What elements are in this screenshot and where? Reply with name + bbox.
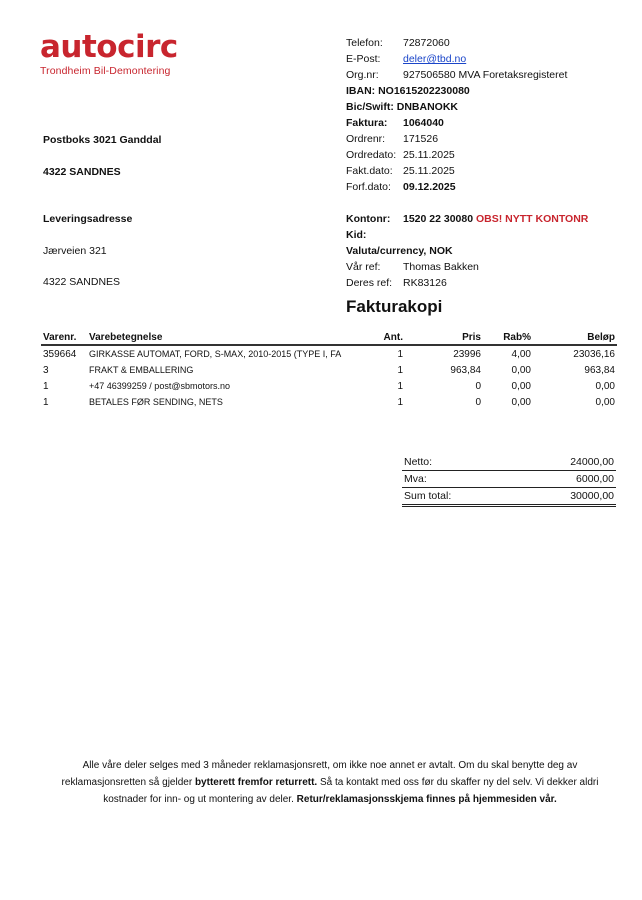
account-notice: OBS! NYTT KONTONR [476, 213, 589, 225]
cell-description: BETALES FØR SENDING, NETS [89, 397, 223, 407]
cell-quantity: 1 [397, 380, 403, 392]
cell-varenr: 1 [43, 396, 49, 408]
email-link[interactable]: deler@tbd.no [403, 53, 467, 65]
cell-quantity: 1 [397, 364, 403, 376]
net-row [402, 454, 616, 471]
table-header-row [41, 330, 617, 345]
email-row: E-Post: deler@tbd.no [346, 53, 467, 65]
cell-price: 963,84 [450, 364, 481, 376]
phone-row: Telefon: 72872060 [346, 37, 450, 49]
table-row [41, 345, 617, 362]
col-header-varenr: Varenr. [41, 330, 87, 345]
cell-discount: 4,00 [511, 348, 531, 360]
sum-row [402, 488, 616, 506]
account-row: Kontonr: 1520 22 30080 OBS! NYTT KONTONR [346, 213, 589, 225]
cell-price: 23996 [453, 348, 481, 360]
cell-varenr: 3 [43, 364, 49, 376]
due-date-row: Forf.dato: 09.12.2025 [346, 181, 456, 193]
cell-discount: 0,00 [511, 380, 531, 392]
payment-block [346, 211, 588, 291]
delivery-postal: 4322 SANDNES [43, 276, 121, 288]
vat-value: 6000,00 [513, 471, 616, 488]
contact-block [346, 35, 567, 195]
cell-description: GIRKASSE AUTOMAT, FORD, S-MAX, 2010-2015 (TYPE I, FA [89, 349, 342, 359]
table-row [41, 378, 617, 394]
cell-amount: 963,84 [584, 364, 615, 376]
cell-price: 0 [475, 380, 481, 392]
order-date-row: Ordredato: 25.11.2025 [346, 149, 455, 161]
cell-varenr: 359664 [43, 348, 77, 360]
order-number-row: Ordrenr: 171526 [346, 133, 439, 145]
vat-row [402, 471, 616, 488]
logo-tagline: Trondheim Bil-Demontering [40, 65, 171, 77]
invoice-number-row: Faktura: 1064040 [346, 117, 444, 129]
col-header-amount: Beløp [533, 330, 617, 345]
cell-amount: 0,00 [595, 380, 615, 392]
currency-row: Valuta/currency, NOK [346, 245, 453, 257]
cell-quantity: 1 [397, 396, 403, 408]
vat-label: Mva: [402, 471, 513, 488]
delivery-heading: Leveringsadresse [43, 213, 133, 225]
sum-value: 30000,00 [513, 488, 616, 506]
document-title: Fakturakopi [346, 297, 443, 316]
net-label: Netto: [402, 454, 513, 471]
customer-postal: 4322 SANDNES [43, 166, 121, 178]
company-logo [40, 30, 178, 77]
totals-table [402, 454, 616, 507]
table-row [41, 362, 617, 378]
cell-varenr: 1 [43, 380, 49, 392]
logo-wordmark: autocirc [40, 29, 178, 65]
delivery-street: Jærveien 321 [43, 245, 107, 257]
table-row [41, 394, 617, 410]
our-ref-row: Vår ref: Thomas Bakken [346, 261, 479, 273]
col-header-price: Pris [405, 330, 483, 345]
cell-quantity: 1 [397, 348, 403, 360]
cell-discount: 0,00 [511, 396, 531, 408]
customer-address-line1: Postboks 3021 Ganddal [43, 134, 162, 146]
cell-amount: 0,00 [595, 396, 615, 408]
cell-amount: 23036,16 [573, 348, 615, 360]
line-items-table [41, 330, 617, 410]
net-value: 24000,00 [513, 454, 616, 471]
orgnr-row: Org.nr: 927506580 MVA Foretaksregisteret [346, 69, 568, 81]
col-header-description: Varebetegnelse [87, 330, 345, 345]
your-ref-row: Deres ref: RK83126 [346, 277, 447, 289]
sum-label: Sum total: [402, 488, 513, 506]
col-header-quantity: Ant. [345, 330, 405, 345]
iban: IBAN: NO1615202230080 [346, 85, 470, 97]
cell-discount: 0,00 [511, 364, 531, 376]
col-header-discount: Rab% [483, 330, 533, 345]
cell-description: FRAKT & EMBALLERING [89, 365, 194, 375]
kid-row: Kid: [346, 229, 367, 241]
invoice-date-row: Fakt.dato: 25.11.2025 [346, 165, 455, 177]
warranty-footer: Alle våre deler selges med 3 måneder reklamasjonsrett, om ikke noe annet er avtalt. Om du skal benytte deg av reklamasjonsretten så gjelder bytterett fremfor returrett. Så ta kontakt med oss før du skaffer ny del selv. Vi dekker aldri kostnader for inn- og ut montering av deler. Retur/reklamasjonsskjema finnes på hjemmesiden vår. [61, 760, 599, 805]
cell-description: +47 46399259 / post@sbmotors.no [89, 381, 230, 391]
swift: Bic/Swift: DNBANOKK [346, 101, 458, 113]
cell-price: 0 [475, 396, 481, 408]
